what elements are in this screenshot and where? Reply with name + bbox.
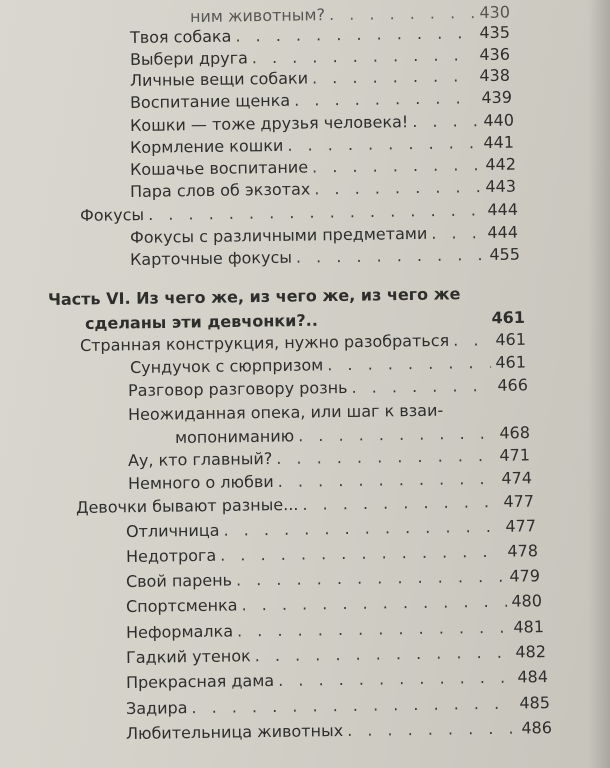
toc-leader-dots (252, 45, 476, 68)
toc-entry-title: Гадкий утенок (125, 646, 251, 667)
toc-leader-dots (302, 492, 499, 515)
toc-entry-page: 441 (483, 132, 515, 153)
toc-entry-title-line: Неожиданная опека, или шаг к взаи- (127, 400, 444, 424)
toc-entry-page: 461 (495, 329, 527, 350)
toc-entry-title: Недотрога (125, 545, 217, 566)
toc-entry (126, 566, 540, 592)
toc-entry (130, 23, 510, 48)
toc-leader-dots (223, 517, 501, 541)
toc-entry-title: Отличница (125, 520, 220, 541)
toc-entry (130, 133, 514, 158)
toc-leader-dots (278, 668, 514, 691)
toc-entry-title: Спортсменка (125, 595, 238, 616)
toc-leader-dots (312, 66, 476, 88)
toc-leader-dots (453, 330, 491, 351)
toc-entry-page: 439 (481, 87, 513, 108)
toc-entry (130, 111, 514, 136)
toc-entry-page: 482 (515, 642, 547, 662)
toc-leader-dots (312, 155, 482, 177)
toc-entry (126, 617, 544, 643)
toc-entry-page: 455 (489, 244, 521, 264)
toc-leader-dots (298, 424, 496, 447)
toc-leader-dots (287, 133, 479, 156)
toc-leader-dots (431, 223, 483, 244)
toc-entry-title: Кошки — тоже друзья человека! (129, 112, 409, 135)
part-heading: Часть VI. Из чего же, из чего же, из чего же (47, 284, 461, 309)
toc-entry-page: 466 (497, 375, 529, 395)
toc-entry-title: Прекрасная дама (125, 670, 275, 692)
toc-entry-page: 485 (519, 693, 551, 713)
toc-entry-title: Сундучок с сюрпризом (129, 355, 324, 377)
toc-entry (130, 223, 518, 248)
toc-entry-title: Странная конструкция, нужно разобраться (79, 330, 450, 355)
toc-entry (130, 177, 516, 202)
toc-leader-dots (351, 376, 493, 398)
toc-leader-dots (314, 177, 481, 199)
toc-leader-dots (241, 592, 507, 616)
toc-entry-page: 486 (521, 718, 553, 738)
toc-entry-page: 444 (487, 222, 519, 243)
toc-entry-title: мопониманию (174, 426, 295, 447)
toc-entry-page: 430 (479, 2, 511, 22)
toc-leader-dots (235, 23, 475, 46)
toc-entry-title: Неформалка (125, 621, 234, 642)
toc-leader-dots (278, 469, 498, 492)
toc-entry-title: Воспитание щенка (129, 90, 291, 112)
toc-entry-page: 479 (509, 566, 541, 586)
toc-entry-page: 484 (517, 667, 549, 687)
toc-entry-page: 435 (479, 22, 511, 43)
toc-entry-title: ним животным? (189, 5, 326, 26)
toc-entry-page: 461 (495, 352, 527, 372)
toc-leader-dots (294, 88, 478, 111)
toc-entry (128, 375, 528, 401)
toc-entry-page: 443 (485, 176, 517, 197)
toc-entry (175, 423, 530, 448)
toc-leader-dots (148, 200, 484, 225)
toc-entry-page: 438 (479, 65, 511, 86)
toc-leader-dots (327, 353, 491, 375)
toc-entry (80, 200, 518, 226)
toc-entry (130, 88, 512, 113)
toc-entry (126, 693, 550, 719)
toc-entry-title: Свой парень (125, 570, 233, 591)
toc-entry (126, 642, 546, 668)
toc-entry-title: Кормление кошки (129, 135, 284, 157)
toc-entry-title: Пара слов об экзотах (129, 179, 311, 201)
toc-entry-page: 474 (501, 468, 533, 488)
toc-entry (126, 541, 538, 567)
toc-entry-title: Любительница животных (125, 720, 344, 743)
toc-leader-dots (236, 567, 506, 591)
toc-entry (128, 468, 532, 494)
toc-entry (130, 66, 510, 91)
toc-entry (80, 330, 526, 356)
toc-entry (128, 445, 530, 471)
toc-entry (126, 516, 536, 542)
toc-entry-page: 477 (503, 491, 535, 512)
toc-leader-dots (220, 542, 504, 566)
toc-entry-title: Карточные фокусы (129, 247, 293, 269)
toc-entry-title: Ау, кто главный? (127, 448, 273, 470)
toc-entry-title: Фокусы (79, 205, 145, 225)
toc-entry (130, 352, 526, 378)
toc-entry-page: 444 (487, 199, 519, 220)
toc-entry-title: Немного о любви (127, 471, 274, 493)
toc-leader-dots (412, 111, 479, 132)
toc-leader-dots (191, 694, 515, 719)
toc-entry (130, 155, 516, 180)
toc-leader-dots (255, 643, 512, 667)
toc-entry-page: 480 (511, 591, 543, 611)
toc-leader-dots (296, 245, 486, 268)
toc-entry-title: Фокусы с различными предметами (129, 223, 428, 247)
toc-entry-page: 471 (499, 445, 531, 465)
toc-entry (126, 718, 552, 744)
toc-entry-title: Задира (125, 698, 188, 718)
toc-leader-dots (329, 3, 476, 25)
toc-leader-dots (347, 719, 518, 741)
toc-entry (126, 667, 548, 693)
toc-entry-page: 468 (499, 423, 531, 443)
toc-entry-title: Кошачье воспитание (129, 157, 309, 179)
toc-leader-dots (237, 618, 510, 642)
toc-entry-page: 478 (507, 541, 539, 561)
toc-entry-title: Девочки бывают разные... (75, 494, 299, 517)
toc-entry-title: Разговор разговору рознь (127, 377, 348, 400)
toc-entry-title: Выбери друга (129, 48, 248, 69)
toc-entry-page: 481 (513, 617, 545, 637)
toc-entry-page: 461 (491, 307, 526, 328)
toc-entry (130, 245, 520, 270)
toc-entry-page: 436 (479, 44, 511, 65)
toc-entry-title: Твоя собака (129, 26, 232, 47)
toc-entry-page: 477 (505, 516, 537, 536)
toc-entry-page: 440 (483, 110, 515, 131)
toc-entry (126, 591, 542, 617)
toc-entry (76, 492, 534, 518)
toc-leader-dots (276, 446, 495, 469)
toc-entry-title: Личные вещи собаки (129, 68, 309, 90)
toc-entry-title: сделаны эти девчонки?.. (84, 310, 318, 333)
toc-entry-page: 442 (485, 154, 517, 175)
